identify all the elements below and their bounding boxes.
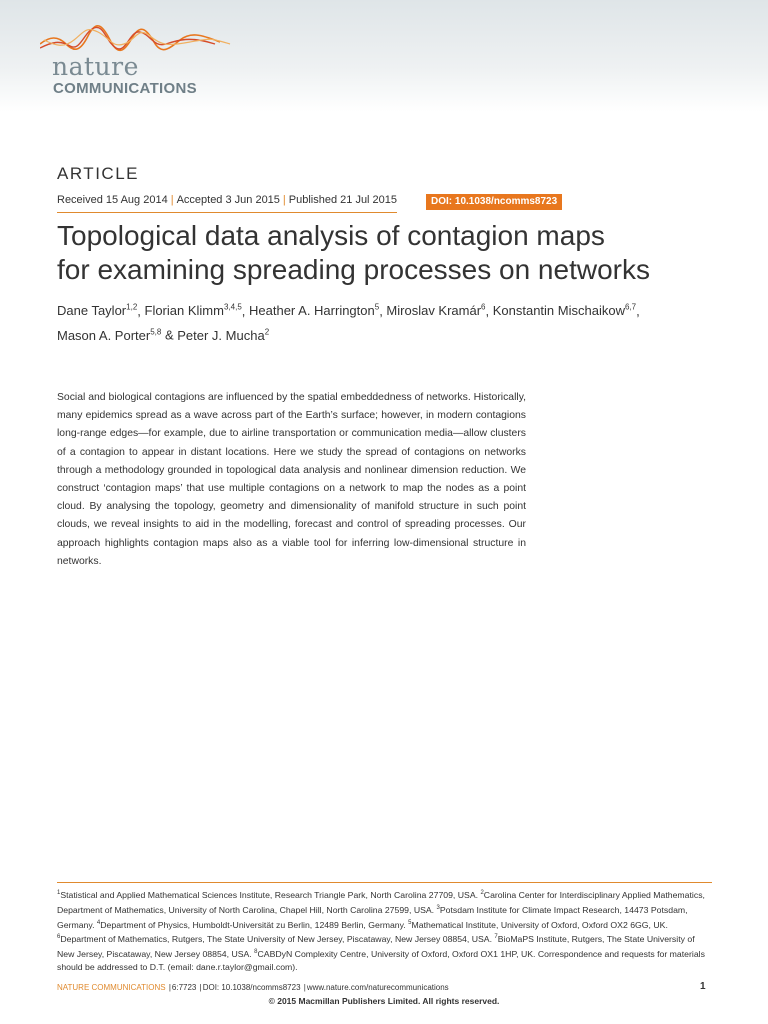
author-2[interactable]: Florian Klimm$^{3,4,5}$ <box>144 303 242 319</box>
footnotes-divider <box>57 882 712 883</box>
published-date: Published 21 Jul 2015 <box>288 194 398 206</box>
page-number: 1 <box>700 981 706 992</box>
abstract: Social and biological contagions are influenced by the spatial embeddedness of networks. Historically, many epidemics spread as a wave across part of the Earth’s surface; however, in modern contagions long-range edges—for example, due to airline transportation or communication media—allow clusters of a contagion to appear in distant locations. Here we study the spread of contagions on networks through a methodology grounded in topological data analysis and nonlinear dimension reduction. We construct ‘contagion maps’ that use multiple contagions on a network to map the nodes as a point cloud. By analysing the topology, geometry and dimensionality of manifold structure in such point clouds, we reveal insights to aid in the modelling, forecast and control of spreading processes. Our approach highlights contagion maps also as a viable tool for inferring low-dimensional structure in networks. <box>57 392 526 567</box>
journal-header <box>0 0 768 112</box>
footer-journal: NATURE COMMUNICATIONS <box>57 983 166 992</box>
footer-doi[interactable]: DOI: 10.1038/ncomms8723 <box>202 983 301 992</box>
title-line-2: for examining spreading processes on networks <box>57 254 650 285</box>
received-date: Received 15 Aug 2014 <box>57 194 168 206</box>
author-4[interactable]: Miroslav Kramár$^6$ <box>386 303 486 319</box>
accepted-date: Accepted 3 Jun 2015 <box>176 194 280 206</box>
copyright-notice: © 2015 Macmillan Publishers Limited. All rights reserved. <box>268 996 500 1006</box>
author-3[interactable]: Heather A. Harrington$^5$ <box>249 303 380 319</box>
logo-communications-text: COMMUNICATIONS <box>53 80 197 97</box>
logo-nature-text: nature <box>52 52 139 81</box>
footer-url[interactable]: www.nature.com/naturecommunications <box>306 983 449 992</box>
author-6[interactable]: Mason A. Porter$^{5,8}$ <box>57 327 162 343</box>
author-list: Dane Taylor$^{1,2}$, Florian Klimm$^{3,4,5}$, Heather A. Harrington$^5$, Miroslav Kramár$^6$, Konstantin Mischaikow$^{6,7}$, Mason A. Porter$^{5,8}$ & Peter J. Mucha$^2$ <box>57 303 640 343</box>
affiliations-footnotes: $^1$Statistical and Applied Mathematical Sciences Institute, Research Triangle Park, North Carolina 27709, USA. $^2$Carolina Center for Interdisciplinary Applied Mathematics, Department of Mathematics, University of North Carolina, Chapel Hill, North Carolina 27599, USA. $^3$Potsdam Institute for Climate Impact Research, 14473 Potsdam, Germany. $^4$Department of Physics, Humboldt-Universität zu Berlin, 12489 Berlin, Germany. $^5$Mathematical Institute, University of Oxford, Oxford OX2 6GG, UK. $^6$Department of Mathematics, Rutgers, The State University of New Jersey, Piscataway, New Jersey 08854, USA. $^7$BioMaPS Institute, Rutgers, The State University of New Jersey, Piscataway, New Jersey 08854, USA. $^8$CABDyN Complexity Centre, University of Oxford, Oxford OX1 1HP, UK. Correspondence and requests for materials should be addressed to D.T. (email: dane.r.taylor@gmail.com). <box>57 889 705 972</box>
dates-divider <box>57 212 397 213</box>
page-footer: NATURE COMMUNICATIONS |6:7723 |DOI: 10.1038/ncomms8723 |www.nature.com/naturecommunications <box>57 983 449 992</box>
doi-badge[interactable]: DOI: 10.1038/ncomms8723 <box>426 194 562 210</box>
title-line-1: Topological data analysis of contagion maps <box>57 220 605 251</box>
footer-volume: 6:7723 <box>171 983 197 992</box>
article-type-label: ARTICLE <box>57 164 139 183</box>
author-1[interactable]: Dane Taylor$^{1,2}$ <box>57 303 138 319</box>
author-5[interactable]: Konstantin Mischaikow$^{6,7}$ <box>492 303 637 319</box>
article-title <box>57 219 717 287</box>
publication-dates: Received 15 Aug 2014 | Accepted 3 Jun 2015 | Published 21 Jul 2015 <box>57 194 398 206</box>
author-7[interactable]: Peter J. Mucha$^2$ <box>177 327 270 343</box>
journal-logo <box>40 22 240 102</box>
